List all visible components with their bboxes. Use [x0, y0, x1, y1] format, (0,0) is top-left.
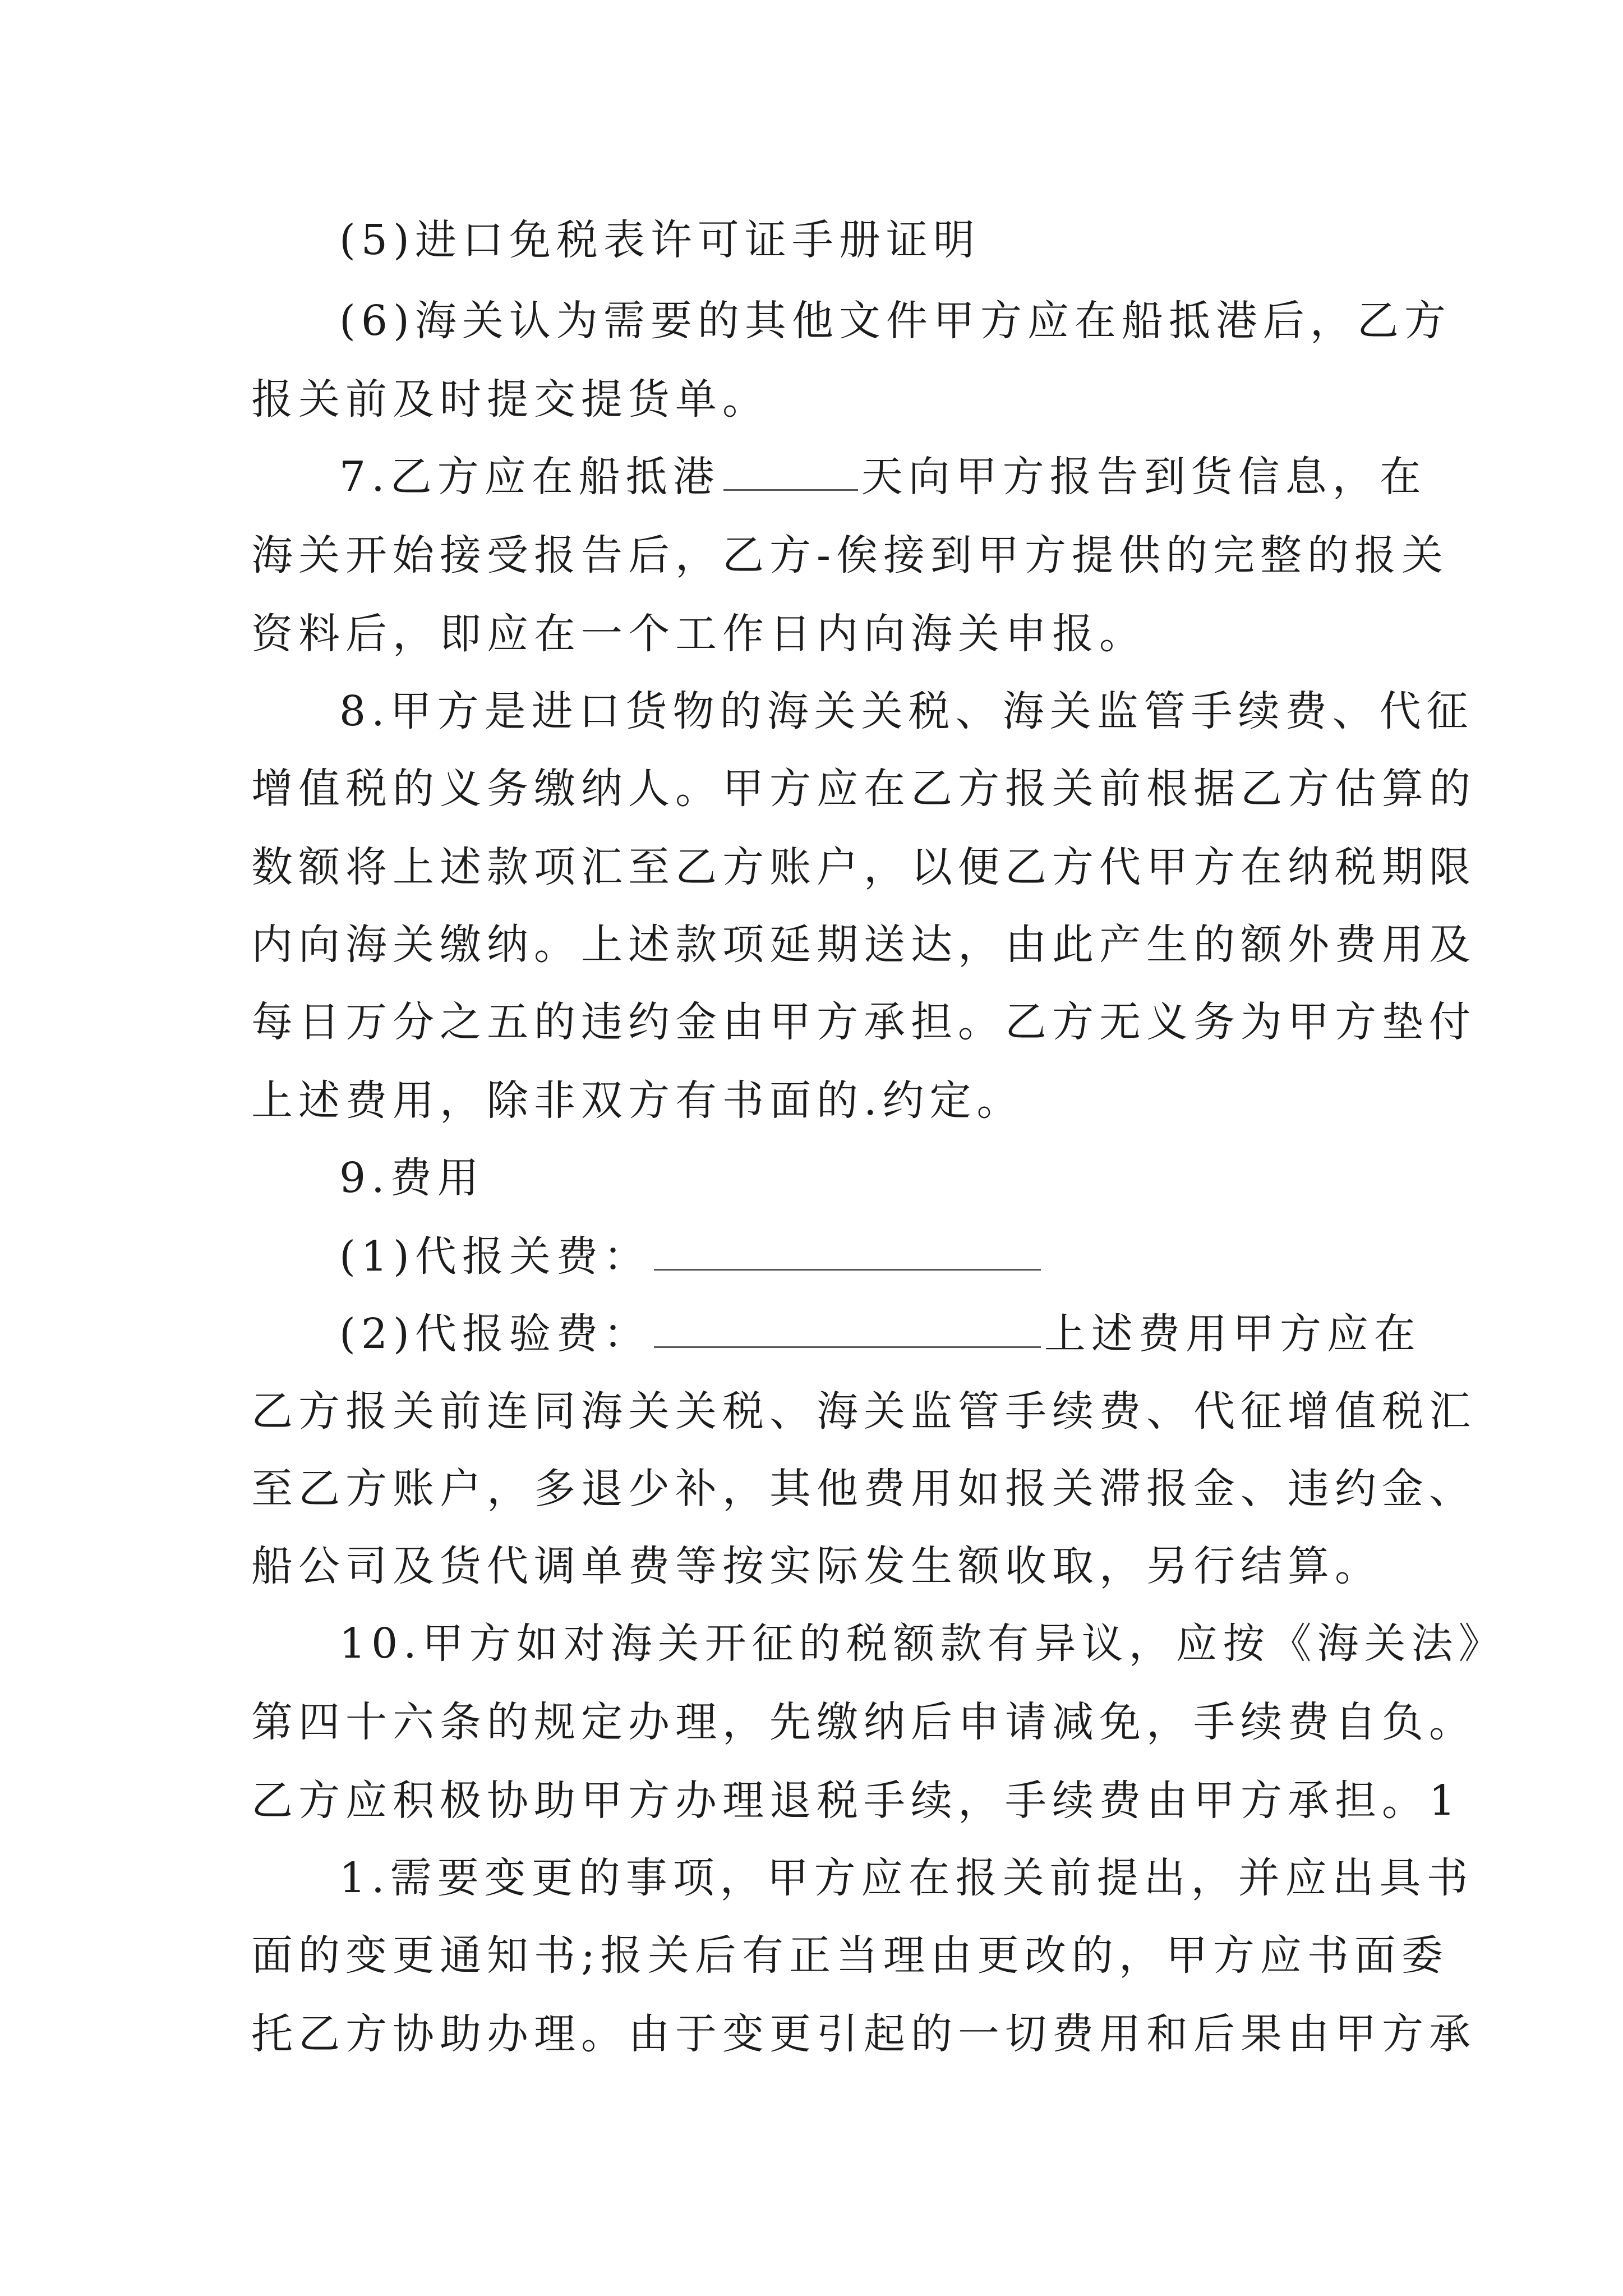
text-line-clause-7 [339, 449, 1427, 505]
text: 至乙方账户，多退少补，其他费用如报关滞报金、违约金、 [251, 1465, 1476, 1513]
text: 海关开始接受报告后，乙方-俟接到甲方提供的完整的报关 [251, 531, 1449, 579]
text: 内向海关缴纳。上述款项延期送达，由此产生的额外费用及 [251, 921, 1476, 969]
text-line [251, 1927, 1449, 1984]
text: 船公司及货代调单费等按实际发生额收取，另行结算。 [251, 1542, 1382, 1590]
text-line [251, 761, 1476, 817]
text-line [251, 1538, 1382, 1594]
text-line [251, 917, 1476, 973]
text: 9.费用 [339, 1154, 485, 1202]
text-line-item-5 [339, 212, 980, 268]
text-line [251, 994, 1476, 1050]
text: 上述费用，除非双方有书面的.约定。 [251, 1076, 1024, 1125]
text: 天向甲方报告到货信息，在 [861, 453, 1427, 501]
text: (5)进口免税表许可证手册证明 [339, 216, 980, 264]
text-line-clause-8 [339, 683, 1474, 739]
text: (2)代报验费： [339, 1310, 651, 1358]
text-line [251, 527, 1449, 583]
text: 1.需要变更的事项，甲方应在报关前提出，并应出具书 [339, 1854, 1474, 1902]
text-line [251, 1461, 1476, 1517]
text-line-item-6 [339, 293, 1451, 349]
text: (6)海关认为需要的其他文件甲方应在船抵港后，乙方 [339, 297, 1451, 345]
text: 面的变更通知书;报关后有正当理由更改的，甲方应书面委 [251, 1931, 1449, 1980]
text-line [251, 371, 769, 427]
text-line-fee-2 [339, 1306, 1421, 1362]
text-line-clause-11 [339, 1850, 1474, 1906]
text: 数额将上述款项汇至乙方账户，以便乙方代甲方在纳税期限 [251, 843, 1476, 891]
text: (1)代报关费： [339, 1232, 651, 1281]
text: 上述费用甲方应在 [1044, 1310, 1421, 1358]
text: 第四十六条的规定办理，先缴纳后申请减免，手续费自负。 [251, 1698, 1476, 1746]
text-line [251, 1694, 1476, 1750]
text: 增值税的义务缴纳人。甲方应在乙方报关前根据乙方估算的 [251, 765, 1476, 813]
text-line [251, 1773, 1461, 1829]
text: 报关前及时提交提货单。 [251, 375, 769, 424]
text: 10.甲方如对海关开征的税额款有异议，应按《海关法》 [339, 1619, 1506, 1668]
text-line-clause-9 [339, 1150, 485, 1206]
text-line [251, 839, 1476, 895]
text-line-fee-1 [339, 1228, 1044, 1285]
text: 资料后，即应在一个工作日内向海关申报。 [251, 610, 1146, 658]
text: 每日万分之五的违约金由甲方承担。乙方无义务为甲方垫付 [251, 998, 1476, 1046]
text-line [251, 2006, 1476, 2062]
text: 8.甲方是进口货物的海关关税、海关监管手续费、代征 [339, 687, 1474, 735]
text: 乙方应积极协助甲方办理退税手续，手续费由甲方承担。1 [251, 1777, 1461, 1825]
text: 托乙方协助办理。由于变更引起的一切费用和后果由甲方承 [251, 2010, 1476, 2058]
fill-in-blank [654, 1236, 1041, 1271]
text-line [251, 1383, 1476, 1439]
text: 7.乙方应在船抵港 [339, 453, 720, 501]
text-line [251, 606, 1146, 662]
text-line [251, 1073, 1024, 1129]
fill-in-blank [723, 457, 858, 491]
fill-in-blank [654, 1314, 1041, 1348]
text-line-clause-10 [339, 1616, 1506, 1672]
text: 乙方报关前连同海关关税、海关监管手续费、代征增值税汇 [251, 1387, 1476, 1435]
